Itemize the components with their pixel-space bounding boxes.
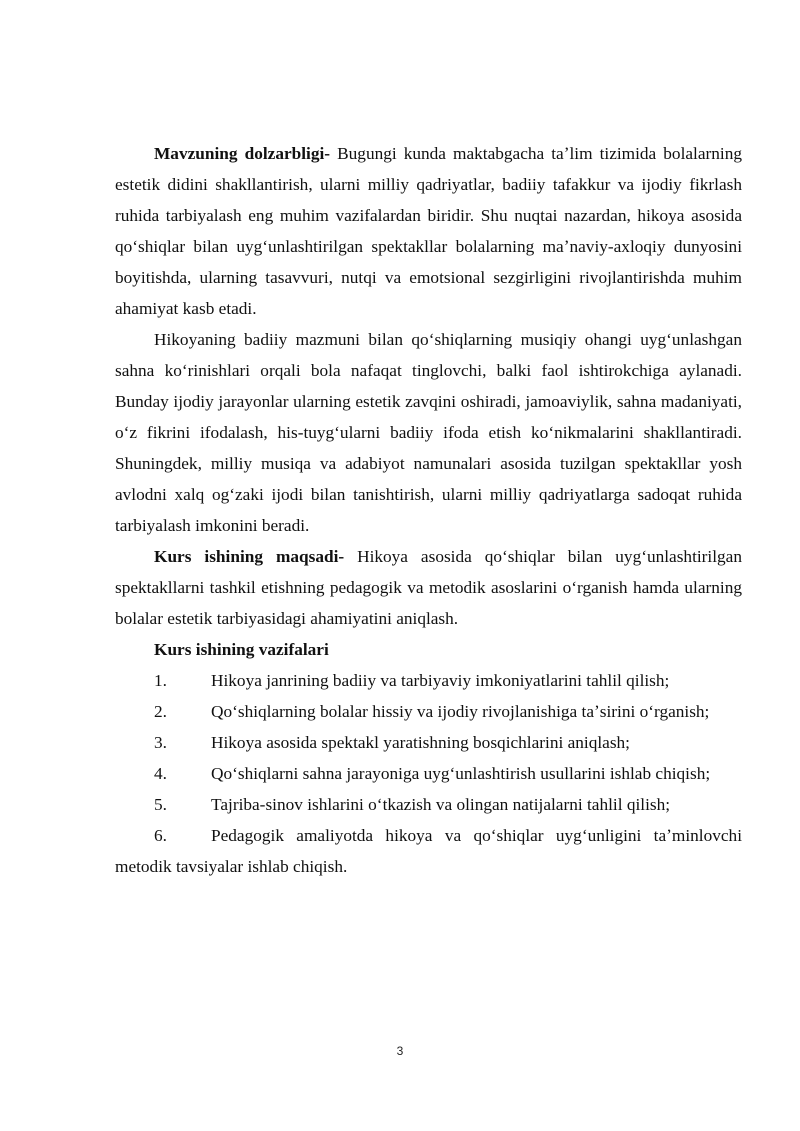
task-item bbox=[115, 696, 742, 727]
relevance-text: Bugungi kunda maktabgacha taʼlim tizimida bolalarning estetik didini shakllantirish, ularni milliy qadriyatlar, badiiy tafakkur va ijodiy fikrlash ruhida tarbiyalash eng muhim vazifalardan biridir. Shu nuqtai nazardan, hikoya asosida qoʻshiqlar bilan uygʻunlashtirilgan spektakllar bolalarning maʼnaviy-axloqiy dunyosini boyitishda, ularning tasavvuri, nutqi va emotsional sezgirligini rivojlantirishda muhim ahamiyat kasb etadi. bbox=[115, 144, 742, 318]
task-text: Tajriba-sinov ishlarini oʻtkazish va olingan natijalarni tahlil qilish; bbox=[211, 795, 671, 814]
page-number: 3 bbox=[396, 1044, 404, 1058]
aim-text: Hikoya asosida qoʻshiqlar bilan uygʻunlashtirilgan spektakllarni tashkil etishning pedagogik va metodik asoslarini oʻrganish hamda ularning bolalar estetik tarbiyasidagi ahamiyatini aniqlash. bbox=[115, 547, 742, 628]
tasks-heading: Kurs ishining vazifalari bbox=[154, 640, 329, 659]
task-text: Qoʻshiqlarni sahna jarayoniga uygʻunlashtirish usullarini ishlab chiqish; bbox=[211, 764, 711, 783]
aim-paragraph bbox=[115, 541, 742, 634]
task-item bbox=[115, 820, 742, 882]
task-number: 2. bbox=[154, 702, 167, 721]
task-number: 5. bbox=[154, 795, 167, 814]
relevance-paragraph bbox=[115, 138, 742, 324]
task-number: 3. bbox=[154, 733, 167, 752]
relevance-heading: Mavzuning dolzarbligi- bbox=[154, 144, 331, 163]
story-paragraph: Hikoyaning badiiy mazmuni bilan qoʻshiqlarning musiqiy ohangi uygʻunlashgan sahna koʻrinishlari orqali bola nafaqat tinglovchi, balki faol ishtirokchiga aylanadi. Bunday ijodiy jarayonlar ularning estetik zavqini oshiradi, jamoaviylik, sahna madaniyati, oʻz fikrini ifodalash, his-tuygʻularni badiiy ifoda etish koʻnikmalarini shakllantiradi. Shuningdek, milliy musiqa va adabiyot namunalari asosida tuzilgan spektakllar yosh avlodni xalq ogʻzaki ijodi bilan tanishtirish, ularni milliy qadriyatlarga sadoqat ruhida tarbiyalash imkonini beradi. bbox=[115, 330, 742, 535]
task-number: 4. bbox=[154, 764, 167, 783]
task-item bbox=[115, 789, 742, 820]
task-text: Hikoya janrining badiiy va tarbiyaviy imkoniyatlarini tahlil qilish; bbox=[211, 671, 670, 690]
task-item bbox=[115, 727, 742, 758]
task-number: 1. bbox=[154, 671, 167, 690]
task-item bbox=[115, 665, 742, 696]
task-number: 6. bbox=[154, 826, 167, 845]
task-item bbox=[115, 758, 742, 789]
aim-heading: Kurs ishining maqsadi- bbox=[154, 547, 345, 566]
task-text: Hikoya asosida spektakl yaratishning bosqichlarini aniqlash; bbox=[211, 733, 630, 752]
page-body bbox=[115, 138, 742, 882]
task-text: Pedagogik amaliyotda hikoya va qoʻshiqlar uygʻunligini taʼminlovchi metodik tavsiyalar ishlab chiqish. bbox=[115, 826, 742, 876]
task-text: Qoʻshiqlarning bolalar hissiy va ijodiy rivojlanishiga taʼsirini oʻrganish; bbox=[211, 702, 710, 721]
